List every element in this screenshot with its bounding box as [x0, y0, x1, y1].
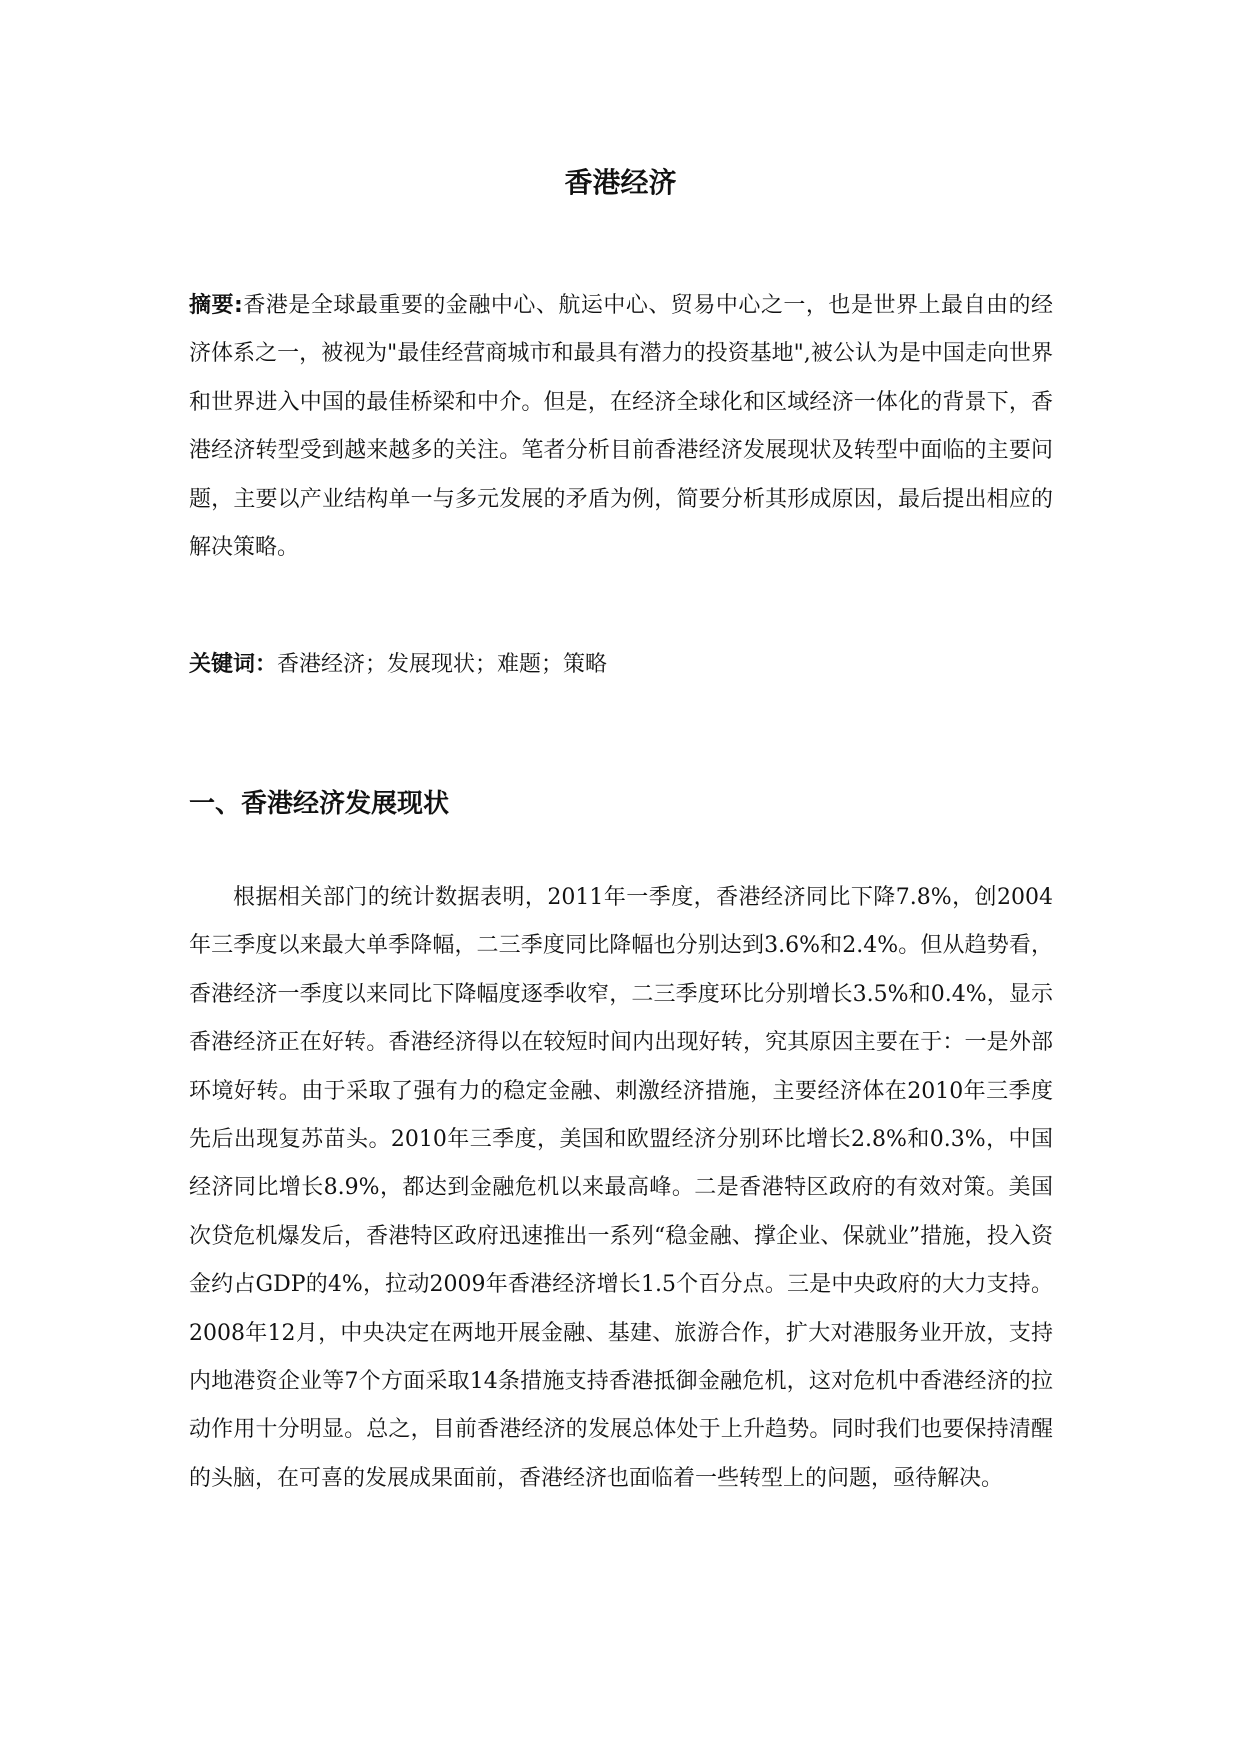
- abstract-label: 摘要:: [189, 293, 243, 318]
- keywords-label: 关键词：: [189, 652, 278, 677]
- section-heading: 一、香港经济发展现状: [189, 789, 450, 819]
- keywords-text: 香港经济；发展现状；难题；策略: [277, 652, 608, 677]
- body-paragraph: 根据相关部门的统计数据表明，2011年一季度，香港经济同比下降7.8%，创2004年三季度以来最大单季降幅，二三季度同比降幅也分别达到3.6%和2.4%。但从趋势看，香港经济一季度以来同比下降幅度逐季收窄，二三季度环比分别增长3.5%和0.4%，显示香港经济正在好转。香港经济得以在较短时间内出现好转，究其原因主要在于：一是外部环境好转。由于采取了强有力的稳定金融、刺激经济措施，主要经济体在2010年三季度先后出现复苏苗头。2010年三季度，美国和欧盟经济分别环比增长2.8%和0.3%，中国经济同比增长8.9%，都达到金融危机以来最高峰。二是香港特区政府的有效对策。美国次贷危机爆发后，香港特区政府迅速推出一系列“稳金融、撑企业、保就业”措施，投入资金约占GDP的4%，拉动2009年香港经济增长1.5个百分点。三是中央政府的大力支持。2008年12月，中央决定在两地开展金融、基建、旅游合作，扩大对港服务业开放，支持内地港资企业等7个方面采取14条措施支持香港抵御金融危机，这对危机中香港经济的拉动作用十分明显。总之，目前香港经济的发展总体处于上升趋势。同时我们也要保持清醒的头脑，在可喜的发展成果面前，香港经济也面临着一些转型上的问题，亟待解决。: [189, 885, 1053, 1491]
- abstract-text: 香港是全球最重要的金融中心、航运中心、贸易中心之一，也是世界上最自由的经济体系之一，被视为"最佳经营商城市和最具有潜力的投资基地",被公认为是中国走向世界和世界进入中国的最佳桥梁和中介。但是，在经济全球化和区域经济一体化的背景下，香港经济转型受到越来越多的关注。笔者分析目前香港经济发展现状及转型中面临的主要问题，主要以产业结构单一与多元发展的矛盾为例，简要分析其形成原因，最后提出相应的解决策略。: [189, 293, 1053, 561]
- abstract-paragraph: [189, 282, 1053, 572]
- document-title: 香港经济: [564, 166, 677, 199]
- keywords-line: [189, 641, 1053, 689]
